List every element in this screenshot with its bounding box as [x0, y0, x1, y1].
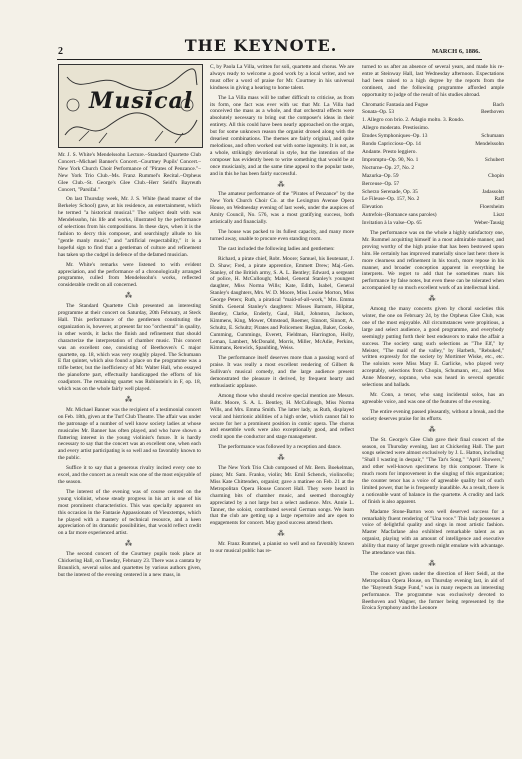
- paragraph: The performance was followed by a reception and dance.: [218, 444, 342, 451]
- programme-composer: Liszt: [493, 212, 504, 219]
- programme-piece: Elevation: [362, 204, 383, 211]
- programme-piece: Nocturne–Op. 27, No. 2: [362, 164, 415, 171]
- section-divider-asterism: ⁂: [277, 530, 287, 539]
- paragraph: On last Thursday week, Mr. J. S. White (head master of the Berkeley School) gave, at his residence, an entertainment, which he termed "a historical musical." The subject dealt with was Mendelssohn, his life and works, illustrated by the performance of selections from his compositions. In these days, when it is the fashion to decry this composer, and searchingly allude to his "gentle manly music," and "artificial respectability," it is a hopeful sign to find that a gentleman of culture and refinement has taken up the cudgel in defence of the defamed musician.: [58, 196, 201, 258]
- programme-row: [362, 189, 504, 196]
- paragraph: Mr. Conn, a tenor, who sang incidental solos, has an agreeable voice, and was one of the features of the evening.: [362, 392, 504, 405]
- programme-composer: [500, 117, 504, 124]
- paragraph: Among those who should receive special mention are Messrs. Robt. Moore, S. A. L. Bentley, H. McCullough, Miss Norma Wills, and Mrs. Emma Smith. The latter lady, as Ruth, displayed vocal and histrionic abilities of a high order, which cannot fail to secure for her a prominent position in comic opera. The chorus and ensemble work were also exceptionally good, and reflect credit upon the conductor and stage management.: [210, 392, 354, 441]
- programme-composer: Bach: [492, 101, 504, 108]
- programme-composer: Weber-Tausig: [474, 220, 504, 227]
- programme-piece: 1. Allegro con brio. 2. Adagio molto. 3. Rondo.: [362, 117, 465, 124]
- programme-piece: Mazurka–Op. 59: [362, 172, 399, 179]
- paragraph: The performance itself deserves more than a passing word of praise. It was really a most excellent rendering of Gilbert & Sullivan's musical comedy, and the large audience present demonstrated the pleasure it derived, by frequent hearty and enthusiastic applause.: [210, 355, 354, 390]
- programme-piece: Allegro moderato. Prestissimo.: [362, 125, 430, 132]
- masthead: THE KEYNOTE.: [184, 36, 338, 55]
- paragraph: The cast included the following ladies and gentlemen:: [218, 245, 335, 252]
- programme-composer: Schubert: [484, 156, 504, 163]
- programme-piece: Le Fileuse–Op. 157, No. 2: [362, 196, 420, 203]
- column-1: [58, 64, 201, 582]
- section-divider-asterism: ⁂: [428, 560, 438, 568]
- cast-list: Richard, a pirate chief, Robt. Moore; Samuel, his lieutenant, J. D. Shaw; Fred, a pirate apprentice, Emmett Drew; Maj.-Gen. Stanley, of the British army, S. A. L. Bentley; Edward, a sergeant of police, H. McCullough; Mabel, General Stanley's youngest daughter, Miss Norma Wills; Kate, Edith, Isabel, General Stanley's daughters, Mrs. W. D. Moore, Miss Louise Morton, Miss George Peters; Ruth, a piratical "maid-of-all-work," Mrs. Emma Smith. General Stanley's daughters: Misses Barnum, Hilpitat, Bentley, Clarke, Enderly, Gaul, Hall, Johnston, Jackson, Kimmens, King, Mower, Olmstead, Roemer, Sinnott, Sinnott, A. Schultz, E. Schultz; Pirates and Policemen: Reglan, Baker, Cooke, Cumming, Cummings, Everett, Fieldman, Harrington, Holly, Leman, Lambert, McDonald, Morris, Miller, McAdie, Perkins, Kimmans, Renwick, Spaulding, Weiss.: [210, 255, 354, 352]
- programme-composer: [500, 181, 504, 188]
- paragraph: Among the many concerts given by choral societies this winter, the one on February 24, by the Orpheus Glee Club, was one of the most enjoyable. All circumstances were propitious, a large and select audience, a good programme, and everybody seemingly putting forth their best endeavors to make the affair a success. The society sang such selections as "The Elf," by Meister, "The maid of the valley," by Harbeth, "Rebuked," written expressly for the society by Mortimer Wiske, etc., etc. The soloists were Miss Mary E. Garlicke, who played very acceptably, selections from Chopin, Schumann, etc., and Miss Anne Mooney, soprano, who was heard in several operatic selections and ballads.: [362, 306, 504, 389]
- programme-row: [362, 125, 504, 132]
- programme-composer: [500, 165, 504, 172]
- programme-row: [362, 117, 504, 124]
- paragraph: The concert given under the direction of Herr Seidl, at the Metropolitan Opera House, on Thursday evening last, in aid of the "Bayreuth Stage Fund," was in many respects an interesting performance. The programme was exclusively devoted to Beethoven and Wagner, the former being represented by the Eroica Symphony and the Leonore: [362, 570, 504, 612]
- programme-row: [362, 181, 504, 188]
- programme-composer: Beethoven: [480, 109, 504, 116]
- paragraph: The interest of the evening was of course centred on the young violinist, whose steady progress in his art is one of his most prominent characteristics. This was specially apparent on this occasion in the Fantasie Appassionato of Vieuxtemps, which he played with a mastery of technical resource, and a keen appreciation of its dramatic possibilities, that would reflect credit on a far more experienced artist.: [58, 488, 201, 537]
- paragraph: The Standard Quartette Club presented an interesting programme at their concert on Saturday, 20th February, at Steck Hall. This performance of the gentlemen constituting the organization is, however, at present far too "orchestral" in quality, in other words, it lacks the finish and refinement that should characterize the interpretation of chamber music. This concert was an excellent one, consisting of Beethoven's C major quartette, op. 18, which was very roughly played. The Schumann E flat quintet, which also found a place on the programme was a trifle better, but the inefficiency of Mr. Walter Hall, who essayed the pianoforte part, effectually handicapped the efforts of his coadjutors. The remaining quartet was Rubinstein's in F, op. 18, which was on the whole fairly well played.: [58, 303, 201, 393]
- section-divider-asterism: ⁂: [277, 180, 287, 189]
- header-rule: [57, 59, 482, 60]
- paragraph: Suffice it to say that a generous rivalry incited every one to excel, and the concert as a result was one of the most enjoyable of the season.: [58, 465, 201, 485]
- section-divider-asterism: ⁂: [125, 540, 134, 549]
- paragraph: The performance was on the whole a highly satisfactory one, Mr. Rummel acquitting himself in a most admirable manner, and proving worthy of the high praise that has been bestowed upon him. He certainly has improved materially since last here: there is more clearness and refinement in his touch, more repose in his manner, and broader conception apparent in everything he interprets. We regret to add that he sometimes mars his performance by false notes, but even these can be tolerated when accompanied by so much excellent work of an intellectual kind.: [362, 230, 504, 292]
- programme-composer: Chopin: [488, 172, 504, 179]
- paragraph: The La Villa mass will be rather difficult to criticise, as from its form, one fact was ever with us: that Mr. La Villa had conceived the mass as a whole, and that orchestral effects were absolutely necessary to bring out the composer's ideas in their entirety. All this could have been nearly approached on the organ, but for some unknown reason the organist droned along with the dreariest combinations. The themes are fairly original, and quite melodious, and often worked out with some ingenuity. It is not, as a whole, strikingly devotional in style, but the intention of the composer has evidently been to write something that would be at once musicianly, and at the same time appeal to the popular taste, and in this he has been fairly successful.: [210, 94, 354, 177]
- programme-piece: Impromptu–Op. 90, No. 1: [362, 156, 419, 163]
- section-divider-asterism: ⁂: [428, 295, 438, 304]
- programme-row: [362, 157, 504, 164]
- programme-row: [362, 133, 504, 140]
- paragraph: Madame Stone-Barton won well deserved success for a remarkably fluent rendering of "Una voce." This lady possesses a voice of delightful quality and sings in most artistic fashion. Master Macfarlane also exhibited remarkable talent as an organist, playing with an amount of intelligence and executive ability that many of larger growth might emulate with advantage. The attendance was thin.: [362, 508, 504, 557]
- paragraph: The New York Trio Club composed of Mr. Bern. Boekelman, piano; Mr. Sam. Franko, violin; Mr. Emil Schenck, violincello; Miss Kate Chittenden, organist; gave a matinee on Feb. 21 at the Metropolitan Opera House Concert Hall. They were heard in charming bits of chamber music, and seemed thoroughly appreciated by a not large but a select audience. Mrs. Annie L. Tanner, the soloist, contributed several German songs. We learn that the club are getting up a large repertoire and are open to engagements for concert. May good success attend them.: [210, 465, 354, 527]
- paragraph: Mr. White's remarks were listened to with evident appreciation, and the performance of a chronologically arranged programme, culled from Mendelssohn's works, reflected considerable credit on all concerned.: [58, 261, 201, 289]
- programme-piece: Scherzo Serenade, Op. 35: [362, 188, 418, 195]
- programme-row: [362, 220, 504, 227]
- page-number: 2: [58, 46, 63, 57]
- programme-piece: Chromatic Fantasia and Fugue: [362, 101, 429, 108]
- programme-composer: Floersheim: [479, 204, 504, 211]
- recital-programme: [362, 102, 504, 228]
- section-divider-asterism: ⁂: [428, 425, 438, 434]
- musical-banner-title: Musical: [89, 88, 194, 114]
- programme-row: [362, 102, 504, 109]
- paragraph: turned to us after an absence of several years, and made his re-entre at Steinway Hall, last Wednesday afternoon. Expectations had been raised to a high degree by the reports from the continent, and the following programme afforded ample opportunity to judge of the result of his studies abroad.: [362, 64, 504, 98]
- programme-composer: Raff: [494, 196, 504, 203]
- paragraph: The amateur performance of the "Pirates of Penzance" by the New York Church Choir Co. at the Lexington Avenue Opera House, on Wednesday evening of last week, under the auspices of Amity Council, No. 576, was a most gratifying success, both artistically and financially.: [210, 191, 354, 226]
- section-divider-asterism: ⁂: [125, 395, 134, 404]
- paragraph: The house was packed to its fullest capacity, and many more turned away, unable to procure even standing room.: [210, 228, 354, 242]
- programme-piece: Invitation à la valse–Op. 65: [362, 220, 422, 227]
- programme-composer: Schumann: [481, 133, 504, 140]
- issue-date: MARCH 6, 1886.: [431, 48, 480, 55]
- programme-row: [362, 165, 504, 172]
- column-3: [362, 64, 504, 615]
- programme-composer: Jadassohn: [482, 188, 504, 195]
- paragraph: C, by Paola La Villa, written for soli, quartette and chorus. We are always ready to welcome a good work by a local writer, and we must offer a word of praise for Mr. Courtney in his universal kindness in giving a hearing to home talent.: [210, 64, 354, 91]
- programme-row: [362, 149, 504, 156]
- paragraph: The St. George's Glee Club gave their final concert of the season, on Thursday evening, last at Chickering Hall. The part songs selected were almost exclusively by J. L. Hatton, including "Shall I wasting in despair," "The Tar's Song," "April Showers," and other well-known specimens by this composer. There is much room for improvement in the singing of this organization; the counter tenor has a voice of agreeable quality but of such limited power, that he is frequently inaudible. As a result, there is a noticeable want of balance in the quartette. A crudity and lack of finish is also apparent.: [362, 436, 504, 505]
- section-divider-asterism: ⁂: [277, 454, 287, 463]
- programme-piece: Berceuse–Op. 57: [362, 180, 400, 187]
- programme-piece: Etudes Symphoniques–Op. 13: [362, 133, 428, 140]
- programme-row: [362, 204, 504, 211]
- programme-composer: [500, 125, 504, 132]
- paragraph: Mr. Franz Rummel, a pianist so well and so favorably known to our musical public has re-: [210, 541, 354, 555]
- paragraph: The second concert of the Courtney pupils took place at Chickering Hall, on Tuesday, February 23. There was a cantata by Braunlich, several solos and quartettes by various authors given, but the interest of the evening centered in a new mass, in: [58, 551, 201, 578]
- programme-row: [362, 196, 504, 203]
- section-divider-asterism: ⁂: [125, 292, 134, 301]
- programme-composer: [500, 149, 504, 156]
- programme-piece: Autrefois–(Romance sans paroles): [362, 212, 437, 219]
- section-headline: Mr. J. S. White's Mendelssohn Lecture.–Standard Quartette Club Concert.–Michael Banner's Concert.–Courtney Pupils' Concert.–New York Church Choir Performance of "Pirates of Penzance."–New York Trio Club.–Ms. Franz Rummel's Recital.–Orpheus Glee Club.–St. George's Glee Club.–Herr Seidl's Bayreuth Concert, "Parsifal.": [58, 152, 201, 193]
- programme-row: [362, 212, 504, 219]
- programme-row: [362, 141, 504, 148]
- musical-banner: [58, 64, 203, 148]
- paragraph: Mr. Michael Banner was the recipient of a testimonial concert on Feb. 18th, given at the Turf Club Theatre. The affair was under the patronage of a number of well know society ladies at whose musicales Mr. Banner has often played, and who have shown a flattering interest in the young violinist's future. It is hardly necessary to say that the concert was an excellent one, when each and every artist participating is so well and so favorably known to the public.: [58, 406, 201, 462]
- programme-row: [362, 173, 504, 180]
- programme-composer: Mendelssohn: [475, 141, 504, 148]
- paragraph: The entire evening passed pleasantly, without a break, and the society deserves praise for its efforts.: [362, 408, 504, 422]
- programme-piece: Rondo Capriccioso–Op. 14: [362, 141, 421, 148]
- programme-piece: Andante. Presto leggiero.: [362, 148, 417, 155]
- programme-piece: Sonata–Op. 53: [362, 109, 395, 116]
- column-2: [210, 64, 354, 558]
- programme-row: [362, 109, 504, 116]
